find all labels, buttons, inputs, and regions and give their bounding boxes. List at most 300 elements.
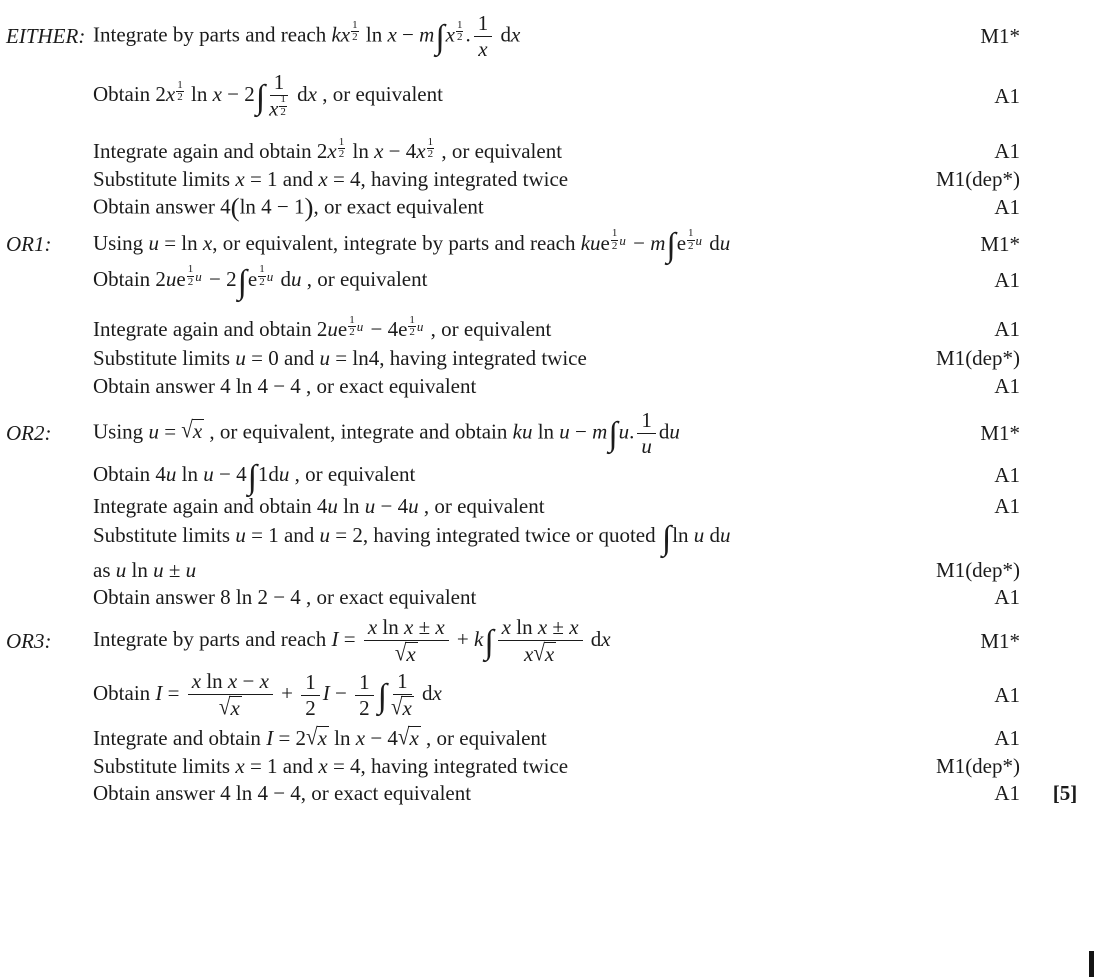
- row-content: [93, 494, 918, 519]
- radicand: [401, 696, 413, 719]
- mark-label: A1: [994, 682, 1020, 707]
- math-variable: u: [278, 461, 290, 486]
- integral-sign: ∫: [255, 78, 266, 116]
- row-content: [93, 313, 918, 342]
- mark-label: A1: [994, 780, 1020, 805]
- row-content: [93, 670, 918, 720]
- superscript-variable: u: [695, 232, 703, 248]
- math-text: ln: [360, 22, 388, 47]
- math-variable: u: [327, 317, 338, 342]
- math-text: .: [465, 22, 471, 47]
- score-badge: [5]: [1052, 780, 1078, 805]
- math-text: Obtain answer 8 ln 2 − 4 , or exact equivalent: [93, 584, 477, 609]
- math-text: e: [176, 266, 186, 291]
- math-text: Substitute limits: [93, 166, 236, 191]
- square-root: [306, 723, 329, 751]
- math-text: 1: [305, 669, 316, 694]
- math-text: =: [158, 419, 182, 444]
- mark-scheme-row: [6, 71, 1100, 121]
- mark-label: A1: [994, 494, 1020, 519]
- math-text: Integrate by parts and reach: [93, 22, 332, 47]
- math-text: d: [704, 523, 721, 548]
- fraction-denominator: [269, 93, 289, 121]
- row-content: [93, 374, 918, 399]
- fraction-numerator: [364, 616, 449, 641]
- math-variable: ku: [512, 419, 533, 444]
- math-text: = 2: [273, 726, 307, 751]
- math-variable: m: [419, 22, 435, 47]
- math-variable: x: [402, 696, 412, 721]
- math-text: +: [275, 681, 299, 706]
- math-text: Using: [93, 230, 149, 255]
- stacked-fraction: 1 2: [409, 313, 415, 339]
- math-variable: x: [374, 139, 384, 164]
- math-variable: u: [235, 346, 246, 371]
- superscript-fraction: [176, 80, 184, 104]
- math-text: d: [585, 626, 602, 651]
- math-variable: x: [409, 726, 419, 751]
- math-variable: u: [185, 557, 197, 582]
- fraction-denominator: [395, 641, 418, 666]
- stacked-fraction: 1 2: [352, 18, 358, 44]
- radical-sign: √: [181, 416, 193, 444]
- math-text: , or equivalent, integrate and obtain: [204, 419, 513, 444]
- mark-label: M1*: [980, 420, 1020, 445]
- math-text: −: [329, 681, 353, 706]
- math-variable: x: [235, 166, 245, 191]
- square-root: [390, 693, 414, 721]
- radical-sign: √: [397, 723, 410, 751]
- math-variable: I: [322, 681, 330, 706]
- math-text: 1: [359, 669, 370, 694]
- integral-sign: ∫: [608, 415, 618, 453]
- radical-sign: √: [533, 639, 545, 667]
- math-variable: x: [202, 230, 213, 255]
- math-text: ln: [377, 615, 404, 640]
- math-variable: x: [165, 82, 176, 107]
- mark-scheme-row: [6, 191, 1100, 222]
- fraction-numerator: [188, 670, 273, 695]
- fraction-numerator: [355, 671, 374, 696]
- math-variable: kx: [331, 22, 351, 47]
- math-text: e: [247, 266, 258, 291]
- math-variable: u: [364, 494, 376, 519]
- math-text: = 4, having integrated twice: [327, 166, 569, 191]
- math-variable: u: [153, 557, 164, 582]
- integral-sign: ∫: [435, 19, 445, 57]
- stacked-fraction: 1 2: [177, 78, 183, 104]
- fraction: [364, 616, 449, 666]
- alternative-label: OR1:: [6, 232, 52, 257]
- math-text: −: [396, 22, 420, 47]
- mark-scheme-row: [6, 12, 1100, 61]
- math-variable: I: [155, 681, 163, 706]
- math-variable: I: [266, 726, 274, 751]
- integral-sign: ∫: [484, 623, 494, 661]
- math-variable: u: [408, 494, 419, 519]
- math-text: − 4: [213, 461, 247, 486]
- mark-scheme-row: [6, 520, 1100, 558]
- math-variable: u: [290, 266, 302, 291]
- math-variable: x: [403, 615, 414, 640]
- stacked-fraction: 1 2: [280, 93, 286, 118]
- row-content: [93, 167, 918, 192]
- math-text: ln: [347, 139, 375, 164]
- math-text: 2: [359, 695, 370, 720]
- math-text: +: [451, 626, 475, 651]
- square-root: [394, 639, 418, 667]
- math-variable: x: [445, 22, 455, 47]
- math-text: −: [569, 419, 593, 444]
- math-variable: x: [537, 615, 548, 640]
- fraction-numerator: [474, 12, 493, 37]
- superscript-fraction: [187, 264, 202, 288]
- math-text: , or equivalent: [425, 317, 552, 342]
- mark-label: M1(dep*): [936, 166, 1020, 191]
- math-variable: u: [559, 419, 570, 444]
- math-text: Integrate by parts and reach: [93, 626, 332, 651]
- cropped-edge-ink-mark: [1089, 951, 1094, 977]
- math-text: ±: [163, 557, 186, 582]
- row-content: [93, 263, 918, 301]
- mark-label: M1(dep*): [936, 753, 1020, 778]
- math-variable: x: [544, 642, 555, 667]
- mark-scheme-row: [6, 374, 1100, 399]
- integral-sign: ∫: [661, 520, 672, 558]
- alternative-label: OR3:: [6, 628, 52, 653]
- radical-sign: √: [306, 723, 318, 751]
- math-text: = ln4, having integrated twice: [330, 346, 587, 371]
- superscript-fraction: [279, 94, 287, 118]
- row-content: [93, 135, 918, 164]
- row-content: [93, 227, 918, 265]
- superscript-fraction: [687, 228, 702, 252]
- math-variable: u: [203, 461, 214, 486]
- row-content: [93, 585, 918, 610]
- row-content: [93, 191, 918, 222]
- math-variable: x: [307, 82, 317, 107]
- math-variable: x: [387, 22, 397, 47]
- math-text: Substitute limits: [93, 346, 236, 371]
- fraction: [188, 670, 273, 720]
- alternative-label: OR2:: [6, 420, 52, 445]
- math-text: , or equivalent, integrate by parts and reach: [212, 230, 581, 255]
- stacked-fraction: 1 2: [187, 263, 194, 288]
- math-variable: u: [235, 523, 246, 548]
- math-variable: u: [148, 419, 159, 444]
- fraction-denominator: [305, 696, 316, 720]
- math-text: = 1 and: [244, 753, 319, 778]
- math-text: d: [291, 82, 308, 107]
- math-variable: x: [601, 626, 611, 651]
- math-text: Obtain 2: [93, 266, 166, 291]
- mark-label: M1(dep*): [936, 346, 1020, 371]
- mark-label: A1: [994, 317, 1020, 342]
- integral-sign: ∫: [247, 458, 257, 496]
- math-text: , or equivalent: [301, 266, 428, 291]
- stacked-fraction: 1 2: [338, 135, 345, 161]
- mark-scheme-row: [6, 558, 1100, 583]
- math-variable: u: [148, 230, 159, 255]
- superscript-variable: u: [356, 319, 364, 335]
- math-text: d: [658, 419, 670, 444]
- fraction: [355, 671, 374, 720]
- fraction: [637, 409, 656, 458]
- fraction-denominator: [391, 695, 414, 720]
- math-text: ln: [511, 615, 538, 640]
- superscript-variable: u: [416, 319, 424, 335]
- mark-label: A1: [994, 726, 1020, 751]
- math-text: ln: [328, 726, 356, 751]
- stacked-fraction: 1 2: [611, 227, 618, 252]
- superscript-fraction: [351, 20, 359, 44]
- math-variable: u: [115, 557, 127, 582]
- math-text: ln: [337, 494, 365, 519]
- math-text: − 4e: [365, 317, 408, 342]
- math-variable: x: [569, 615, 579, 640]
- math-variable: x: [435, 615, 445, 640]
- mark-label: A1: [994, 139, 1020, 164]
- mark-label: M1*: [980, 24, 1020, 48]
- big-paren: (: [230, 191, 240, 222]
- math-variable: x: [235, 753, 245, 778]
- mark-scheme-row: [6, 409, 1100, 458]
- math-text: ln: [176, 461, 204, 486]
- math-text: , or equivalent: [436, 139, 563, 164]
- mark-label: A1: [994, 584, 1020, 609]
- mark-label: A1: [994, 463, 1020, 488]
- radicand: [405, 642, 417, 665]
- math-text: e: [337, 317, 348, 342]
- math-variable: u: [669, 419, 680, 444]
- mark-label: A1: [994, 373, 1020, 398]
- square-root: [533, 639, 556, 667]
- math-variable: x: [227, 669, 238, 694]
- math-text: ln 4 − 1: [239, 194, 305, 219]
- math-variable: x: [355, 726, 366, 751]
- math-text: ln: [672, 523, 694, 548]
- math-variable: x: [510, 22, 521, 47]
- fraction-numerator: [301, 671, 320, 696]
- radicand: [192, 419, 204, 442]
- superscript-fraction: [427, 137, 435, 161]
- math-variable: u: [719, 230, 731, 255]
- radical-sign: √: [390, 693, 403, 721]
- radicand: [317, 726, 329, 749]
- math-text: − 4: [383, 139, 417, 164]
- row-content: [93, 781, 918, 806]
- math-text: = 4, having integrated twice: [327, 753, 569, 778]
- row-content: [93, 558, 918, 583]
- stacked-fraction: 1 2: [349, 313, 355, 339]
- math-text: 1: [397, 669, 408, 694]
- alternative-label: EITHER:: [6, 24, 86, 48]
- row-content: [93, 71, 918, 121]
- math-variable: u: [319, 523, 331, 548]
- mark-scheme-row: [6, 585, 1100, 610]
- radicand: [408, 726, 420, 749]
- mark-label: M1*: [980, 628, 1020, 653]
- math-text: −: [237, 669, 260, 694]
- math-variable: x: [212, 82, 222, 107]
- fraction-numerator: [498, 616, 583, 641]
- mark-scheme-row: [6, 723, 1100, 751]
- mark-scheme-row: [6, 167, 1100, 192]
- math-text: Substitute limits: [93, 523, 236, 548]
- math-variable: m: [592, 419, 608, 444]
- math-text: d: [495, 22, 511, 47]
- math-text: , or equivalent: [289, 461, 416, 486]
- radical-sign: √: [218, 693, 231, 721]
- math-text: , or equivalent: [316, 82, 443, 107]
- math-variable: x: [230, 696, 240, 721]
- math-text: Obtain answer 4 ln 4 − 4, or exact equivalent: [93, 780, 472, 805]
- fraction: [269, 71, 289, 121]
- fraction: [301, 671, 320, 720]
- math-variable: u: [720, 523, 731, 548]
- fraction-denominator: [524, 641, 556, 666]
- math-text: Integrate and obtain: [93, 726, 267, 751]
- fraction: [498, 616, 583, 666]
- mark-scheme-row: [6, 616, 1100, 666]
- math-variable: x: [478, 37, 488, 62]
- math-text: Using: [93, 419, 149, 444]
- mark-label: A1: [994, 83, 1020, 108]
- math-text: e: [676, 230, 687, 255]
- row-content: [93, 458, 918, 496]
- math-text: =: [162, 681, 185, 706]
- square-root: [181, 416, 204, 444]
- superscript-fraction: [611, 228, 626, 252]
- fraction-denominator: [359, 696, 370, 720]
- mark-scheme-row: [6, 494, 1100, 519]
- square-root: [218, 693, 242, 721]
- math-text: , or equivalent: [418, 494, 545, 519]
- mark-label: M1*: [980, 232, 1020, 257]
- math-text: Integrate again and obtain 4: [93, 494, 328, 519]
- row-content: [93, 346, 918, 371]
- math-variable: x: [318, 753, 328, 778]
- superscript-variable: u: [195, 268, 202, 284]
- math-variable: k: [474, 626, 484, 651]
- math-text: = 0 and: [245, 346, 320, 371]
- stacked-fraction: 1 2: [427, 135, 434, 161]
- math-text: − 4: [375, 494, 409, 519]
- math-text: , or equivalent: [420, 726, 547, 751]
- math-text: 1: [273, 70, 285, 95]
- integral-sign: ∫: [237, 263, 247, 301]
- math-text: = ln: [158, 230, 203, 255]
- mark-scheme-row: [6, 754, 1100, 779]
- math-text: Obtain 2: [93, 82, 166, 107]
- superscript-fraction: [456, 20, 464, 44]
- math-variable: x: [406, 642, 416, 667]
- stacked-fraction: 1 2: [259, 263, 265, 288]
- mark-scheme-row: [6, 458, 1100, 496]
- radicand: [229, 696, 241, 719]
- math-text: ±: [547, 615, 570, 640]
- row-content: [93, 520, 918, 558]
- mark-scheme-row: [6, 781, 1100, 806]
- superscript-fraction: [338, 137, 346, 161]
- row-content: [93, 12, 918, 61]
- stacked-fraction: 1 2: [456, 18, 463, 44]
- math-text: Obtain 4: [93, 461, 166, 486]
- math-text: = 1 and: [245, 523, 320, 548]
- math-variable: u: [693, 523, 705, 548]
- mark-scheme-rows: [6, 12, 1100, 806]
- row-content: [93, 409, 918, 458]
- fraction-denominator: [641, 434, 652, 458]
- math-variable: x: [269, 96, 279, 121]
- superscript-fraction: [408, 315, 423, 339]
- math-text: ln: [185, 82, 213, 107]
- mark-label: A1: [994, 268, 1020, 293]
- fraction-numerator: [637, 409, 656, 434]
- radicand: [544, 642, 556, 665]
- mark-label: A1: [994, 194, 1020, 219]
- mark-label: M1(dep*): [936, 557, 1020, 582]
- math-text: d: [416, 681, 433, 706]
- math-variable: I: [331, 626, 339, 651]
- math-text: 1: [477, 11, 489, 35]
- math-variable: x: [501, 615, 511, 640]
- math-text: Obtain answer 4: [93, 194, 231, 219]
- math-variable: x: [367, 615, 378, 640]
- math-text: ln: [201, 669, 228, 694]
- mark-scheme-row: [6, 313, 1100, 342]
- math-variable: x: [317, 726, 327, 751]
- math-text: ln: [126, 557, 154, 582]
- math-variable: u: [319, 346, 331, 371]
- math-variable: x: [524, 642, 534, 667]
- math-text: Obtain: [93, 681, 156, 706]
- fraction: [391, 670, 414, 720]
- square-root: [397, 723, 421, 751]
- math-text: − 2: [221, 82, 255, 107]
- math-text: .: [629, 419, 635, 444]
- math-text: , or exact equivalent: [313, 194, 484, 219]
- math-variable: x: [432, 681, 442, 706]
- superscript-fraction: [348, 315, 363, 339]
- math-text: − 4: [365, 726, 398, 751]
- math-text: 1d: [257, 461, 279, 486]
- mark-scheme-row: [6, 346, 1100, 371]
- math-variable: u: [165, 461, 177, 486]
- superscript-variable: u: [266, 268, 274, 284]
- math-variable: u: [618, 419, 630, 444]
- math-variable: u: [165, 266, 177, 291]
- mark-scheme-row: [6, 670, 1100, 720]
- math-text: ln: [532, 419, 560, 444]
- fraction-numerator: [393, 670, 412, 695]
- math-text: d: [275, 266, 291, 291]
- math-text: − 2: [203, 266, 237, 291]
- row-content: [93, 616, 918, 666]
- mark-scheme-row: [6, 227, 1100, 265]
- math-text: Integrate again and obtain 2: [93, 317, 328, 342]
- math-variable: ku: [580, 230, 601, 255]
- math-variable: u: [641, 433, 652, 458]
- math-variable: x: [259, 669, 269, 694]
- row-content: [93, 723, 918, 751]
- math-variable: x: [327, 139, 337, 164]
- math-text: = 1 and: [244, 166, 319, 191]
- fraction-denominator: [219, 695, 242, 720]
- math-variable: x: [191, 669, 202, 694]
- mark-scheme-row: [6, 135, 1100, 164]
- radical-sign: √: [394, 639, 407, 667]
